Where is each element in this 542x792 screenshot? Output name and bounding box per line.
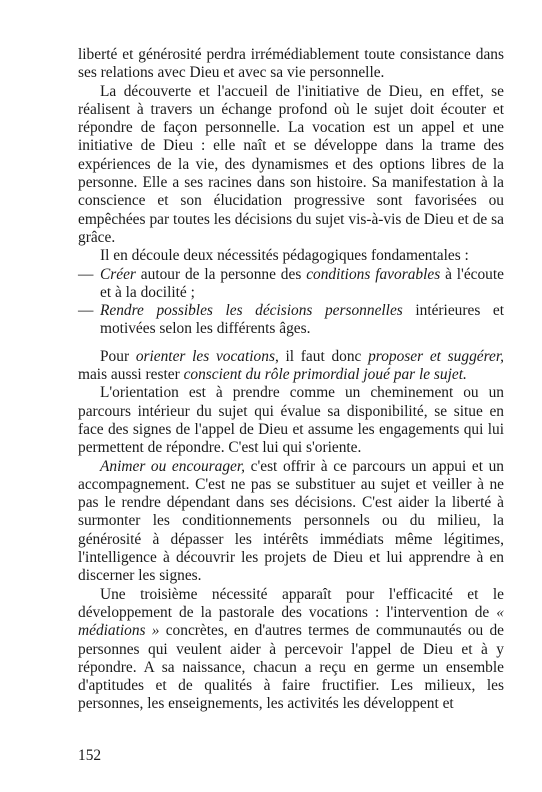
paragraph-1: liberté et générosité perdra irrémédiablement toute consistance dans ses relations avec Dieu et avec sa vie personnelle. <box>78 46 504 82</box>
page-number: 152 <box>78 747 102 764</box>
paragraph-6: Animer ou encourager, c'est offrir à ce parcours un appui et un accompagnement. C'est ne pas se substituer au sujet et veiller à ne pas le rendre dépendant dans ses décisions. C'est aider la liberté à surmonter les conditionnements personnels ou du milieu, la générosité à dépasser les intérêts immédiats même légitimes, l'intelligence à découvrir les projets de Dieu et lui apprendre à en discerner les signes. <box>78 457 504 585</box>
paragraph-4: Pour orienter les vocations, il faut donc proposer et suggérer, mais aussi rester conscient du rôle primordial joué par le sujet. <box>78 347 504 384</box>
list-item-2 <box>78 302 504 339</box>
list-dash: — <box>78 265 94 283</box>
paragraph-7: Une troisième nécessité apparaît pour l'efficacité et le développement de la pastorale des vocations : l'intervention de « médiations » concrètes, en d'autres termes de communautés ou de personnes qui veulent aider à percevoir l'appel de Dieu et à y répondre. A sa naissance, chacun a reçu en germe un ensemble d'aptitudes et de qualités à faire fructifier. Les milieux, les personnes, les enseignements, les activités les développent et <box>78 585 504 713</box>
body-text <box>78 46 504 714</box>
list-item-text: Créer autour de la personne des conditions favorables à l'écoute et à la docilité ; <box>100 265 504 301</box>
list-item-1 <box>78 266 504 303</box>
paragraph-3: Il en découle deux nécessités pédagogiques fondamentales : <box>100 247 469 265</box>
list-dash: — <box>78 302 94 320</box>
list-item-text: Rendre possibles les décisions personnelles intérieures et motivées selon les différents âges. <box>100 302 504 338</box>
paragraph-5: L'orientation est à prendre comme un cheminement ou un parcours intérieur du sujet qui évalue sa disponibilité, se situe en face des signes de l'appel de Dieu et assume les engagements qui lui permettent de répondre. C'est lui qui s'oriente. <box>78 384 504 457</box>
paragraph-2: La découverte et l'accueil de l'initiative de Dieu, en effet, se réalisent à travers un échange profond où le sujet doit écouter et répondre de façon personnelle. La vocation est un appel et une initiative de Dieu : elle naît et se développe dans la trame des expériences de la vie, des dynamismes et des options libres de la personne. Elle a ses racines dans son histoire. Sa manifestation à la conscience et son élucidation progressive sont favorisées ou empêchées par toutes les décisions du sujet vis-à-vis de Dieu et de sa grâce. <box>78 82 504 246</box>
